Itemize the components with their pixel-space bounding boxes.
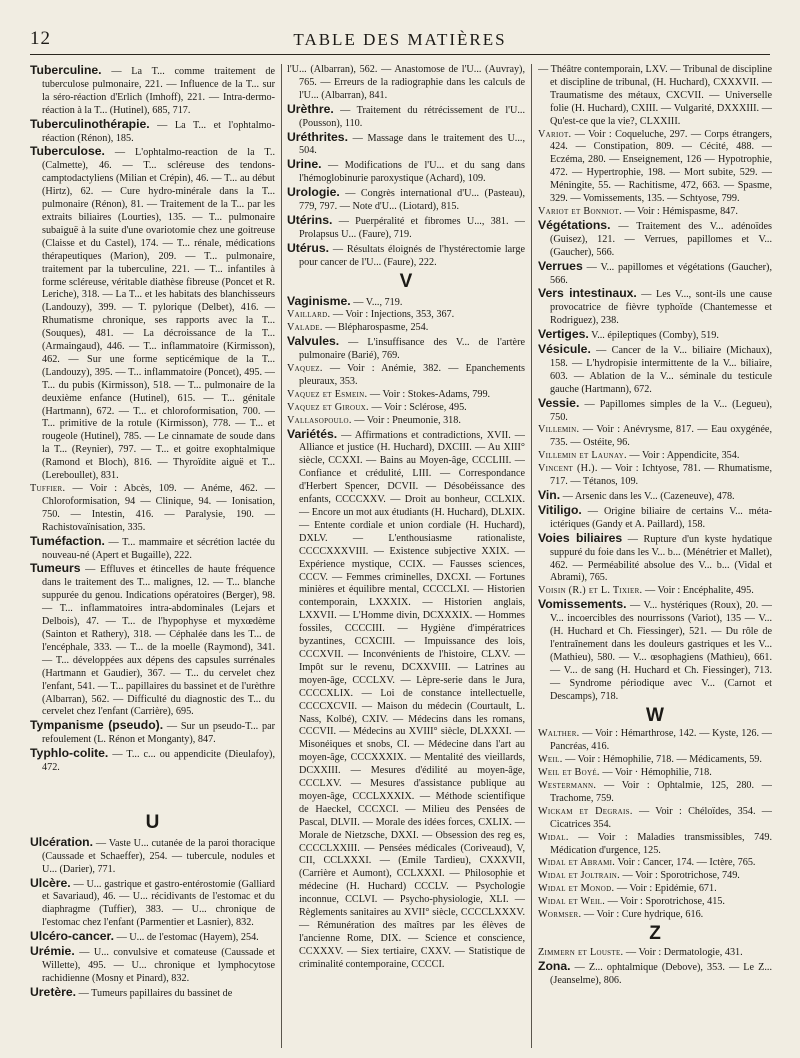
- index-entry: [538, 260, 772, 288]
- index-entry: [287, 335, 525, 363]
- entry-text: — Papillomes simples de la V... (Legueu), 750.: [550, 398, 772, 423]
- index-entry: [287, 389, 525, 402]
- entry-headword: Wickam et Degrais.: [538, 805, 633, 817]
- entry-text: — L'ophtalmo-reaction de la T.. (Calmette), 46. — T... scléreuse des tendons-camptodactyliens (Milian et Crépin), 46. — T... au début (Hirtz), 62. — Cure hydro-minérale dans la T... pulmonaire (Rénon), 81. — Traitement de la T... par les extraits biliaires (Lourties), 135. — T... pulmonaire subaiguë à la suite d'une ovariotomie chez une goitreuse (Claisse et du Castel), 174. — T... rénale, médications thérapeutiques (Marion), 209. — T... pulmonaire, traitement par la tuberculine, 221. — T... infantiles à forme scléreuse, véritable diathèse fibreuse (Poncet et R. Leriche), 318. — La T... et les habitats des blanchisseurs (Landouzy), 399. — T. pylorique (Delbet), 416. — Rhumatisme chronique, ses rapports avec la T... (Souques), 481. — La décroissance de la T... (Armaingaud), 446. — T... inflammatoire (Kirmisson), 462. — Sur une forme septicémique de la T... (Landouzy), 395. — T... inflammatoire (Poncet), 495. — T... du pubis (Kirmisson), 518. — T... pulmonaire de la deuxième enfance (Hutinel), 615. — T... génitale (Hartmann), 672. — T... et chloroformisation, 700. — T... primitive de la rotule (Kirmisson), 778. — T... et rougeole (Hutinel), 785. — Le cinnamate de soude dans la T... (Reynier), 797. — T... et goitre exophtalmique (Ramond et Bloch), 816. — Thyroïdite aiguë et T... (Lereboullet), 831.: [42, 147, 275, 482]
- index-entry: [287, 103, 525, 131]
- column-separator: [281, 64, 282, 1048]
- entry-headword: Vin.: [538, 488, 561, 502]
- entry-text: V... épileptiques (Comby), 519.: [588, 330, 719, 342]
- entry-text: — Voir : Coqueluche, 297. — Corps étrangers, 424. — Constipation, 809. — Cécité, 488. — Eczéma, 280. — Enseignement, 126 — Hypotrophie, 472. — Hypertrophie, 198. — Mort subite, 529. — Méningite, 55. — Rachitisme, 472, 663. — Spasme, 329. — Vomissements, 135. — Schtyose, 799.: [550, 128, 772, 205]
- index-entry: [30, 118, 275, 146]
- index-entry: [538, 728, 772, 754]
- page-header: [30, 28, 770, 54]
- entry-headword: Urologie.: [287, 185, 340, 200]
- index-entry: [538, 532, 772, 586]
- entry-text: — Voir : Chéloïdes, 354. — Cicatrices 354.: [550, 805, 772, 830]
- entry-text: — Voir · Hémophilie, 718.: [599, 767, 712, 779]
- entry-headword: Tuberculine.: [30, 64, 102, 77]
- entry-text: — Tumeurs papillaires du bassinet de: [76, 987, 233, 999]
- entry-text: — Les V..., sont-ils une cause provocatrice de fièvre typhoïde (Chantemesse et Rodriguez), 238.: [550, 289, 772, 327]
- section-letter: Z: [649, 923, 661, 944]
- index-entry: [538, 883, 772, 896]
- index-entry: [538, 806, 772, 832]
- entry-headword: Vertiges.: [538, 327, 589, 342]
- index-entry: [30, 945, 275, 986]
- entry-text: — Vaste U... cutanée de la paroi thoracique (Caussade et Schaeffer), 254. — tubercule, nodules et U... (Darier), 771.: [42, 837, 275, 875]
- entry-text: — Blépharospasme, 254.: [322, 322, 429, 334]
- entry-text: — Affirmations et contradictions, XVII. — Alliance et justice (H. Huchard), DXCIII. — Au XIII° siècle, CCXXI. — Bains au Moyen-âge, CCCLIII. — Confiance et crédulité, LIII. — Correspondance d'Herbert Spencer, DCVII. — Désobéissance des enfants, CCCCXXV. — Droit au bonheur, CCLXIX. — Encore un mot aux étudiants (H. Huchard), DLXIX. — Entente cordiale et union cordiale (H. Huchard), DXLV. — L'enthousiasme rationaliste, CCCCXXXVIII. — Existence subjective XXIX. — Expérience mystique, CCIX. — Fausses sciences, CCCV. — Femmes criminelles, DXCXI. — Fortunes minières et équilibre mental, CCCCLXI. — Historien contemporain, LXXXIX. — Historien anglais, LXXVII. — L'Homme divin, DCXXXIX. — Hommes fossiles, CCCCIII. — Hygiène d'impératrices byzantines, CCXCIII. — Impuissance des lois, CCCXVII. — Inconvénients de l'histoire, CLXV. — Impôt sur le revenu, DCXXVIII. — Latrines au moyen-âge, CCCLXV. — Lèpre-serie dans le Jura, CCCCXLIX. — Loi de constance intellectuelle, CCCCXCVII. — Maison du médecin (Courtault, L. Nass, Kolbé), CXIV. — Médecins dans les romans, CCCVII. — Médecins au XVIII° siècle, DLXXXI. — Misonéiques et snobs, CI. — Médecine dans l'art au moyen-âge, CCCXXXIX. — Mentalité des vieillards, DCXXIII. — Mesures d'édilité au moyen-âge, CCCLXV. — Mesures d'assistance publique au moyen-âge, CCCLXXXIX. — Méthode scientifique de Haeckel, CCCXCI. — Milieu des Pensées de Pascal, DLVII. — Morale des idées forces, CXLIX. — Morale de Nietzsche, DXXI. — Obsession des reg es, CCCCLXXIII. — Pensées médicales (Coriveaud), V, CII, CCLXXXI. — (Emile Tardieu), CXXXVII, (Carrière et Aumont), CCLXXXI. — Philosophie et médecine (H. Huchard) CCCLV. — Psychologie inconnue, CCLVI. — Psycho-physiologie, XLI. — Règlements sanitaires au XVII° siècle, CCCCLXXXV. — Rémunération des maîtres par les élèves de l'ancienne Rome, DIX. — Science et conscience, CCXXXV. — Siex tertiaire, CXXV. — Statistique de criminalité contemporaine, CCCCI.: [299, 429, 525, 970]
- index-entry: [538, 463, 772, 489]
- entry-headword: Ulcère.: [30, 875, 71, 890]
- entry-headword: Widal et Weil.: [538, 896, 606, 908]
- index-entry: [538, 780, 772, 806]
- index-entry: [287, 158, 525, 186]
- index-entry: [538, 832, 772, 858]
- index-entry: [30, 877, 275, 931]
- column-3: [538, 64, 772, 1048]
- index-entry: [538, 328, 772, 343]
- entry-headword: Typhlo-colite.: [30, 746, 109, 761]
- index-entry: [287, 402, 525, 415]
- index-entry: [538, 767, 772, 780]
- column-separator: [531, 64, 532, 1048]
- entry-text: — Origine biliaire de certains V... méta-ictériques (Gandy et A. Paillard), 158.: [550, 505, 772, 530]
- entry-headword: Tuberculinothérapie.: [30, 116, 150, 131]
- entry-headword: Végétations.: [538, 217, 611, 232]
- entry-headword: Widal.: [538, 831, 569, 843]
- entry-headword: Villemin.: [538, 424, 580, 436]
- entry-text: — Sur un pseudo-T... par refoulement (L. Rénon et Monganty), 847.: [42, 721, 275, 746]
- entry-text: — Voir : Dermatologie, 431.: [623, 946, 743, 958]
- entry-text: — La T... comme traitement de tuberculose pulmonaire, 221. — Influence de la T... sur la séro-réaction d'Erlich (Imhoff), 221. — Intra-dermo-réaction à la T... (Hutinel), 685, 717.: [42, 66, 275, 116]
- entry-headword: Vaquez et Esmein.: [287, 388, 368, 400]
- section-letter: U: [145, 811, 160, 833]
- entry-text: — Voir : Cure hydrique, 616.: [581, 909, 704, 921]
- entry-headword: Variétés.: [287, 426, 338, 441]
- entry-text: — Voir : Encéphalite, 495.: [642, 585, 754, 597]
- index-entry: [30, 747, 275, 775]
- index-entry: [287, 309, 525, 322]
- index-entry: [30, 986, 275, 1001]
- entry-headword: Voies biliaires: [538, 530, 623, 545]
- entry-headword: Walther.: [538, 728, 580, 740]
- entry-text: — Voir : Abcès, 109. — Anéme, 462. — Chloroformisation, 94 — Clinique, 94. — Ionisation, 750. — Intestin, 416. — Paralysie, 190. — Rachistovaïnisation, 335.: [42, 483, 275, 533]
- entry-headword: Variot et Bonniot.: [538, 205, 622, 217]
- index-entry: [287, 363, 525, 389]
- entry-headword: Weil et Boyé.: [538, 767, 600, 779]
- index-entry: [538, 754, 772, 767]
- entry-headword: Vaquez et Giroux.: [287, 401, 369, 413]
- index-entry: [287, 428, 525, 972]
- index-entry: [30, 535, 275, 563]
- index-entry: [30, 145, 275, 483]
- index-entry: [30, 562, 275, 719]
- section-letter: V: [399, 270, 413, 292]
- index-entry: [538, 343, 772, 397]
- entry-text: — Voir : Maladies transmissibles, 749. Médication d'urgence, 125.: [550, 831, 772, 856]
- entry-headword: Verrues: [538, 258, 583, 273]
- index-entry: [538, 219, 772, 260]
- entry-text: — Voir : Hémarthrose, 142. — Kyste, 126. — Pancréas, 416.: [550, 728, 772, 753]
- column-1: [30, 64, 275, 1048]
- entry-headword: Vaquez.: [287, 363, 323, 375]
- entry-text: — V... papillomes et végétations (Gaucher), 566.: [550, 261, 772, 286]
- entry-text: — T... mammaire et sécrétion lactée du nouveau-né (Apert et Bugaille), 222.: [42, 536, 275, 561]
- entry-text: — Z... ophtalmique (Debove), 353. — Le Z... (Jeanselme), 806.: [550, 961, 772, 986]
- entry-headword: Vaillard.: [287, 309, 331, 321]
- entry-headword: Vers intestinaux.: [538, 286, 637, 301]
- index-entry: [287, 214, 525, 242]
- entry-headword: Urémie.: [30, 944, 75, 959]
- entry-headword: Ulcéro-cancer.: [30, 929, 115, 944]
- entry-headword: Vomissements.: [538, 597, 627, 612]
- entry-text: — Voir : Pneumonie, 318.: [351, 414, 461, 426]
- entry-text: — Congrès international d'U... (Pasteau), 779, 797. — Note d'U... (Liotard), 815.: [299, 188, 525, 213]
- section-letter: W: [646, 704, 664, 726]
- entry-text: — Voir : Ichtyose, 781. — Rhumatisme, 717. — Tétanos, 109.: [550, 463, 772, 488]
- index-entry: [287, 186, 525, 214]
- entry-text: — Traitement du rétrécissement de l'U... (Pousson), 110.: [299, 104, 525, 129]
- entry-headword: Widal et Abrami.: [538, 857, 616, 869]
- index-entry: [538, 489, 772, 504]
- entry-headword: Vallasopoulo.: [287, 414, 352, 426]
- header-rule: [30, 54, 770, 55]
- entry-text: — Traitement des V... adénoïdes (Guisez), 121. — Verrues, papillomes et V... (Gaucher), 566.: [550, 220, 772, 258]
- entry-headword: Tumeurs: [30, 561, 81, 576]
- entry-headword: Urèthre.: [287, 101, 334, 116]
- entry-text: — Voir : Injections, 353, 367.: [330, 309, 455, 321]
- entry-headword: Vésicule.: [538, 342, 591, 357]
- entry-text: — Effluves et étincelles de haute fréquence dans le traitement des T... malignes, 12. — T... blanche suppurée du genou. Indications opératoires (Berger), 98. — T... inflammatoires intra-abdominales (Lejars et Delbois), 47. — T... de l'hypophyse et myxœdème (Sainton et Rathery), 318. — Céphalée dans les T... de l'encéphale, 333. — T... de la moelle (Raymond), 341. — T... développées aux dépens des capsules surrénales (Hartmann et Gaudier), 367. — T... du cervelet chez l'enfant, 541. — T... papillaires du bassinet et de l'urèthre (Albarran), 562. — Difficulté du diagnostic des T... du cervelet chez l'enfant (Carrière), 695.: [42, 564, 275, 718]
- entry-headword: Valade.: [287, 322, 323, 334]
- entry-text: — Puerpéralité et fibromes U..., 381. — Prolapsus U... (Faure), 719.: [299, 215, 525, 240]
- entry-text: — Cancer de la V... biliaire (Michaux), 158. — L'hydropisie intermittente de la V... biliaire, 603. — Ablation de la V... séminale du testicule gauche (Hartmann), 672.: [550, 345, 772, 395]
- entry-text: — V... hystériques (Roux), 20. — V... incoercibles des nourrissons (Variot), 135 — V... (H. Huchard et Ch. Fiessinger), 521. — Du rôle de l'entraînement dans les douleurs gastriques et les V... (Mathieu), 580. — V... œsophagiens (Mathieu), 661. — V... de sang (H. Huchard et Ch. Fiessinger), 713. — Syndrome périodique avec V... (Carnot et Descamps), 718.: [550, 600, 772, 702]
- entry-headword: Utérus.: [287, 240, 329, 255]
- index-entry: [538, 896, 772, 909]
- index-entry: [287, 131, 525, 159]
- index-entry: [538, 857, 772, 870]
- entry-headword: Tuffier.: [30, 483, 66, 494]
- entry-text: — Voir : Anévrysme, 817. — Eau oxygénée, 735. — Ostéite, 96.: [550, 424, 772, 449]
- entry-text: — U... convulsive et comateuse (Caussade et Willette), 495. — U... chronique et lymphocytose rachidienne (Mosny et Pinard), 832.: [42, 947, 275, 984]
- entry-headword: Valvules.: [287, 334, 340, 349]
- page-number: 12: [30, 28, 51, 49]
- entry-headword: Voisin (R.) et L. Tixier.: [538, 585, 643, 597]
- index-entry: [30, 64, 275, 118]
- entry-text: — Voir : Sporotrichose, 749.: [619, 870, 740, 882]
- entry-text: — U... de l'estomac (Hayem), 254.: [114, 932, 259, 944]
- entry-headword: Vessie.: [538, 395, 580, 410]
- index-entry: [30, 483, 275, 535]
- entry-headword: Wormser.: [538, 909, 582, 921]
- entry-text: — Voir : Hémispasme, 847.: [621, 205, 738, 217]
- entry-text: — Rupture d'un kyste hydatique suppuré du foie dans les V... b... (Ménétrier et Mallet), 462. — Perméabilité absolue des V... b... (Vidal et Abrami), 765.: [550, 533, 772, 584]
- entry-text: l'U... (Albarran), 562. — Anastomose de l'U... (Auvray), 765. — Erreurs de la radiographie dans les calculs de l'U... (Albarran), 841.: [287, 64, 525, 101]
- entry-text: — Massage dans le traitement des U..., 504.: [299, 132, 525, 157]
- entry-headword: Widal et Joltrain.: [538, 870, 620, 882]
- entry-text: — L'insuffisance des V... de l'artère pulmonaire (Barié), 769.: [299, 337, 525, 362]
- entry-headword: Weil.: [538, 754, 563, 766]
- index-entry: [538, 450, 772, 463]
- index-entry: [538, 287, 772, 328]
- index-entry: [538, 947, 772, 960]
- entry-text: — Voir : Stokes-Adams, 799.: [367, 388, 491, 400]
- entry-headword: Zimmern et Louste.: [538, 946, 624, 958]
- index-entry: [538, 64, 772, 129]
- entry-headword: Vincent (H.).: [538, 463, 598, 475]
- entry-text: — Voir : Sclérose, 495.: [368, 401, 467, 413]
- entry-text: — T... c... ou appendicite (Dieulafoy), 472.: [42, 749, 275, 774]
- index-entry: [538, 598, 772, 703]
- index-entry: [538, 129, 772, 206]
- index-entry: [538, 504, 772, 532]
- entry-headword: Vitiligo.: [538, 502, 582, 517]
- index-entry: [30, 930, 275, 945]
- entry-headword: Uretère.: [30, 984, 77, 999]
- index-entry: [538, 397, 772, 425]
- entry-text: — Modifications de l'U... et du sang dans l'hémoglobinurie paroxystique (Achard), 109.: [299, 160, 525, 185]
- entry-text: — Voir : Anémie, 382. — Epanchements pleuraux, 353.: [299, 363, 525, 387]
- entry-text: — La T... et l'ophtalmo-réaction (Rénon), 185.: [42, 119, 275, 144]
- index-entry: [287, 64, 525, 103]
- entry-headword: Tuméfaction.: [30, 533, 105, 548]
- entry-text: — Voir : Hémophilie, 718. — Médicaments, 59.: [562, 754, 762, 766]
- entry-headword: Widal et Monod.: [538, 883, 615, 895]
- index-entry: [30, 836, 275, 877]
- entry-text: — U... gastrique et gastro-entérostomie (Galliard et Savariaud), 46. — U... récidivants de l'estomac et du diaphragme (Tuffier), 383. — U... chronique de l'estomac chez l'enfant (Parmentier et Lasnier), 832.: [42, 878, 275, 929]
- column-2: [287, 64, 525, 1048]
- entry-headword: Tuberculose.: [30, 144, 105, 159]
- entry-headword: Variot.: [538, 128, 572, 140]
- entry-headword: Uréthrites.: [287, 129, 348, 144]
- entry-text: — Voir : Epidémie, 671.: [614, 883, 717, 895]
- entry-headword: Zona.: [538, 958, 571, 973]
- entry-headword: Urine.: [287, 157, 322, 172]
- entry-text: — Théâtre contemporain, LXV. — Tribunal de discipline et discipline de tribunal, (H. Huchard), CXXXVII. — Traumatisme des métaux, CXCVII. — Universelle folie (H. Huchard), CXIII. — Vulgarité, DXXXIII. — Qu'est-ce que la vie?, CLXXIII.: [538, 64, 772, 127]
- index-entry: [287, 242, 525, 270]
- entry-text: — Résultats éloignés de l'hystérectomie large pour cancer de l'U... (Faure), 222.: [299, 243, 525, 268]
- page-title: TABLE DES MATIÈRES: [293, 30, 507, 49]
- index-entry: [30, 719, 275, 747]
- entry-headword: Vaginisme.: [287, 293, 351, 308]
- entry-headword: Ulcération.: [30, 834, 93, 849]
- entry-text: Voir : Cancer, 174. — Ictère, 765.: [615, 857, 756, 869]
- entry-headword: Tympanisme (pseudo).: [30, 718, 164, 733]
- index-entry: [538, 424, 772, 450]
- index-entry: [538, 909, 772, 922]
- entry-text: — Voir : Appendicite, 354.: [626, 450, 740, 462]
- index-entry: [538, 960, 772, 988]
- index-entry: [287, 295, 525, 310]
- entry-text: — Voir : Ophtalmie, 125, 280. — Trachome, 759.: [550, 780, 772, 804]
- entry-headword: Utérins.: [287, 212, 333, 227]
- entry-headword: Westermann.: [538, 780, 597, 792]
- entry-text: — Voir : Sporotrichose, 415.: [605, 896, 725, 908]
- index-entry: [538, 870, 772, 883]
- entry-text: — Arsenic dans les V... (Cazeneuve), 478.: [560, 491, 735, 502]
- entry-headword: Villemin et Launay.: [538, 450, 627, 462]
- entry-text: — V..., 719.: [350, 296, 403, 308]
